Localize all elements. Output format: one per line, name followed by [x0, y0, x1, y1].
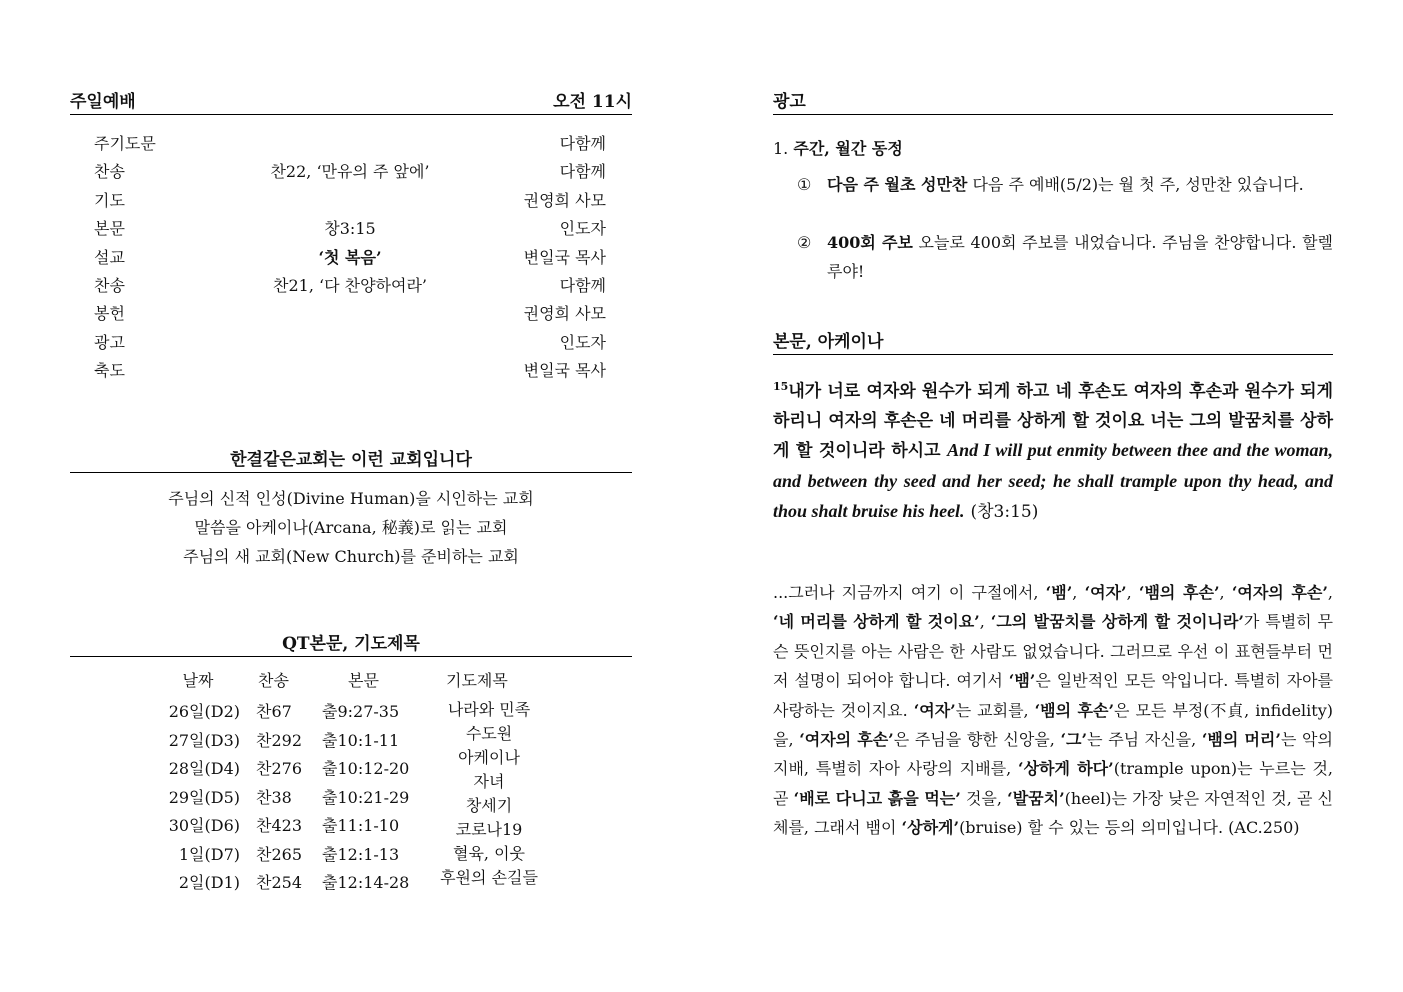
commentary-term: ‘뱀’ [1008, 671, 1036, 691]
commentary-term: ‘네 머리를 상하게 할 것이요’ [773, 612, 980, 632]
qt-passage: 출12:1-13 [322, 844, 400, 864]
notice-header [773, 88, 1333, 115]
qt-prayer-item: 수도원 [465, 724, 513, 743]
worship-order-row [94, 130, 606, 158]
worship-header [70, 88, 632, 115]
order-leader: 다함께 [559, 162, 606, 182]
commentary-term: ‘여자의 후손’ [799, 730, 894, 750]
order-leader: 인도자 [559, 219, 606, 239]
qt-prayer-item: 자녀 [473, 772, 505, 791]
qt-passage: 출10:21-29 [322, 787, 410, 807]
order-item: 광고 [94, 332, 125, 352]
qt-hymn: 찬265 [256, 844, 302, 864]
order-item: 본문 [94, 219, 125, 239]
arcana-title: 본문, 아케이나 [773, 332, 884, 352]
commentary-text: ...그러나 지금까지 여기 이 구절에서, [773, 583, 1046, 602]
qt-date: 2일(D1) [178, 873, 240, 892]
commentary-text: 은 일반적인 모든 악입니다. 특별히 자아를 사랑하는 것이지요. [773, 671, 1333, 720]
order-item: 찬송 [94, 275, 125, 295]
order-item: 축도 [94, 361, 125, 381]
worship-order [94, 130, 606, 386]
commentary-text: 는 악의 지배, 특별히 자아 사랑의 지배를, [773, 730, 1333, 779]
notice-item: ① 다음 주 월초 성만찬 다음 주 예배(5/2)는 월 첫 주, 성만찬 있습니다. [797, 175, 1304, 194]
church-line: 주님의 신적 인성(Divine Human)을 시인하는 교회 [168, 489, 534, 508]
commentary-term: ‘상하게’ [901, 818, 960, 838]
commentary-term: ‘뱀의 머리’ [1201, 730, 1281, 750]
qt-header-text: 본문 [348, 671, 379, 690]
qt-hymn: 찬276 [256, 759, 302, 778]
verse-reference: (창3:15) [970, 502, 1039, 523]
commentary-text: 은 모든 부정(不貞, infidelity)을, [773, 700, 1333, 750]
verse-korean: 내가 너로 여자와 원수가 되게 하고 네 후손도 여자의 후손과 원수가 되게 하리니 여자의 후손은 네 머리를 상하게 할 것이요 너는 그의 발꿈치를 상하게 할 것이니라 하시고 [773, 381, 1333, 462]
qt-prayer-item: 창세기 [465, 796, 513, 815]
commentary-term: ‘여자의 후손’ [1231, 583, 1328, 602]
order-item: 설교 [94, 247, 125, 267]
verse-english: And I will put enmity between thee and the woman, and between thy seed and her seed; he shall trample upon thy head, and thou shalt bruise his heel. [773, 440, 1333, 522]
order-leader: 권영희 사모 [523, 304, 606, 324]
commentary-text: , [1072, 583, 1085, 602]
worship-order-row [94, 329, 606, 357]
qt-date: 29일(D5) [168, 787, 240, 807]
qt-passage: 출11:1-10 [322, 816, 400, 835]
worship-order-row [94, 187, 606, 215]
worship-time: 오전 11시 [553, 92, 632, 112]
qt-hymn: 찬254 [256, 873, 302, 892]
commentary-text: 는 교회를, [955, 700, 1035, 720]
commentary-text: (bruise) 할 수 있는 등의 의미입니다. (AC.250) [959, 818, 1300, 838]
church-line: 주님의 새 교회(New Church)를 준비하는 교회 [183, 547, 519, 566]
order-leader: 권영희 사모 [523, 190, 606, 210]
qt-title: QT본문, 기도제목 [282, 634, 420, 654]
commentary-text: (trample upon)는 누르는 것, 곧 [773, 759, 1333, 808]
commentary-text: 가 특별히 무슨 뜻인지를 아는 사람은 한 사람도 없었습니다. 그러므로 우선 이 표현들부터 먼저 설명이 되어야 합니다. 여기서 [773, 612, 1333, 691]
qt-prayer-item: 혈육, 이웃 [453, 844, 525, 863]
commentary-text: , [979, 612, 991, 632]
order-detail: 찬21, ‘다 찬양하여라’ [273, 275, 427, 295]
qt-date: 28일(D4) [168, 759, 240, 778]
qt-prayer-list [424, 698, 554, 890]
church-lines [70, 484, 632, 571]
worship-order-row [94, 272, 606, 300]
order-item: 찬송 [94, 162, 125, 182]
verse-number: 15 [773, 380, 789, 393]
qt-passage: 출10:12-20 [322, 759, 410, 778]
worship-order-row [94, 215, 606, 243]
commentary-text: 것을, [960, 788, 1008, 808]
bible-verse [773, 372, 1333, 528]
commentary-term: ‘상하게 하다’ [1018, 759, 1114, 779]
commentary-term: ‘뱀의 후손’ [1034, 700, 1115, 720]
arcana-header [773, 328, 1333, 355]
worship-order-row [94, 244, 606, 272]
commentary-text: (heel)는 가장 낮은 자연적인 것, 곧 신체를, 그래서 뱀이 [773, 788, 1334, 838]
qt-date: 1일(D7) [178, 844, 240, 864]
church-line: 말씀을 아케이나(Arcana, 秘義)로 읽는 교회 [194, 518, 508, 537]
commentary-term: ‘여자’ [1084, 583, 1127, 602]
worship-order-row [94, 357, 606, 385]
commentary-term: ‘발꿈치’ [1007, 788, 1065, 808]
qt-header-prayer: 기도제목 [446, 671, 508, 690]
order-leader: 다함께 [559, 275, 606, 295]
order-item: 주기도문 [94, 134, 156, 153]
qt-header-date: 날짜 [182, 671, 214, 690]
notice-title: 광고 [773, 92, 806, 112]
qt-table-header [70, 668, 632, 696]
qt-passage: 출12:14-28 [322, 873, 410, 892]
qt-prayer-item: 아케이나 [458, 748, 520, 767]
commentary-text: , [1126, 583, 1139, 602]
notice-item: ② 400회 주보 오늘로 400회 주보를 내었습니다. 주님을 찬양합니다. 할렐루야! [797, 233, 1333, 281]
order-leader: 다함께 [559, 134, 606, 153]
order-detail: 찬22, ‘만유의 주 앞에’ [270, 162, 430, 182]
worship-order-row [94, 300, 606, 328]
qt-hymn: 찬38 [256, 787, 292, 807]
order-item: 기도 [94, 190, 125, 210]
notice-section-title: 1. 주간, 월간 동정 [773, 139, 903, 158]
church-header [70, 446, 632, 473]
qt-hymn: 찬292 [256, 730, 302, 750]
qt-hymn: 찬423 [256, 816, 302, 835]
order-item: 봉헌 [94, 304, 125, 324]
commentary-text: 는 주님 자신을, [1087, 730, 1202, 750]
commentary-term: ‘여자’ [913, 700, 956, 720]
arcana-commentary [773, 578, 1333, 843]
order-leader: 변일국 목사 [523, 361, 606, 381]
commentary-text: , [1219, 583, 1232, 602]
commentary-term: ‘뱀’ [1045, 583, 1073, 602]
qt-passage: 출10:1-11 [322, 730, 400, 750]
qt-prayer-item: 후원의 손길들 [440, 868, 538, 887]
order-detail: ‘첫 복음’ [318, 247, 382, 267]
church-title: 한결같은교회는 이런 교회입니다 [230, 450, 472, 470]
commentary-term: ‘그’ [1060, 730, 1088, 750]
qt-passage: 출9:27-35 [322, 702, 400, 721]
qt-header-hymn: 찬송 [258, 671, 289, 690]
qt-header [70, 630, 632, 657]
commentary-text: , [1327, 583, 1334, 602]
commentary-term: ‘뱀의 후손’ [1138, 583, 1220, 602]
order-leader: 인도자 [559, 332, 606, 352]
commentary-term: ‘배로 다니고 흙을 먹는’ [793, 788, 961, 808]
commentary-text: 은 주님을 향한 신앙을, [893, 730, 1061, 750]
order-leader: 변일국 목사 [523, 247, 606, 267]
worship-order-row [94, 158, 606, 186]
qt-date: 27일(D3) [168, 730, 240, 750]
commentary-term: ‘그의 발꿈치를 상하게 할 것이니라’ [990, 612, 1244, 632]
order-detail: 창3:15 [324, 219, 376, 239]
qt-prayer-item: 나라와 민족 [447, 700, 531, 719]
qt-hymn: 찬67 [256, 702, 292, 721]
worship-title: 주일예배 [70, 92, 136, 112]
qt-date: 30일(D6) [168, 816, 240, 835]
qt-date: 26일(D2) [168, 702, 240, 721]
qt-prayer-item: 코로나19 [455, 820, 523, 839]
